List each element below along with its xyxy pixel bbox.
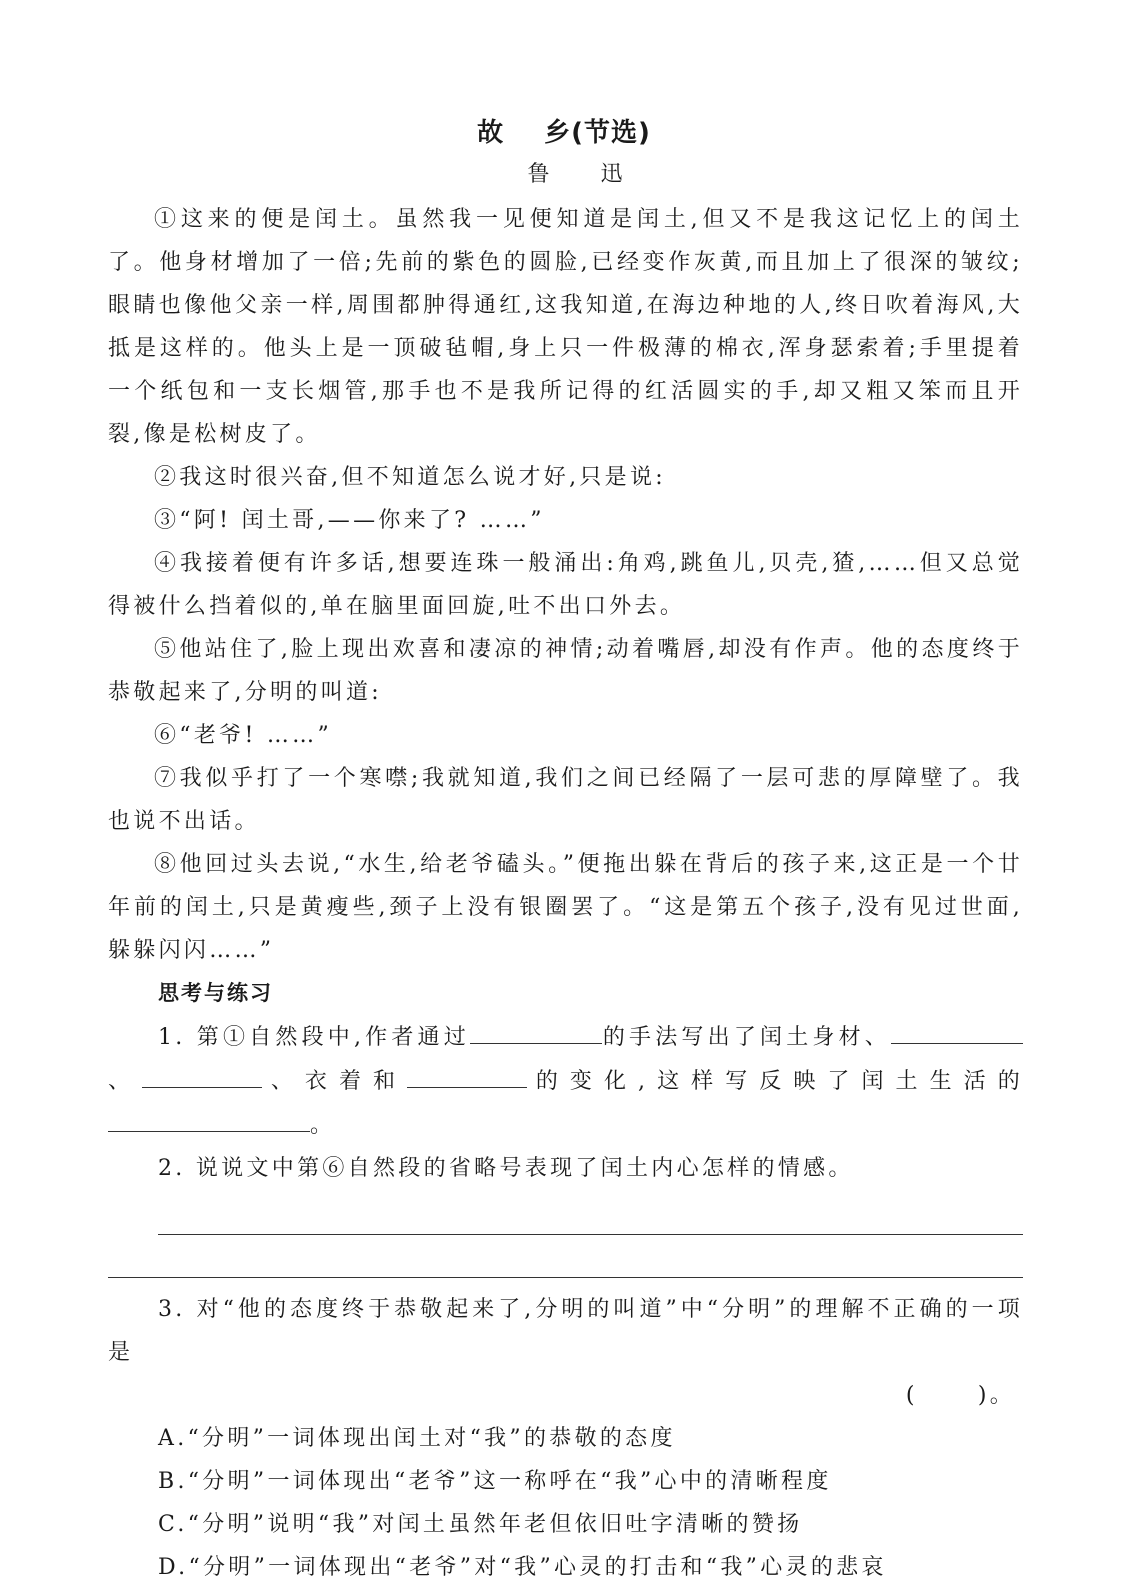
q1-blank-appearance-2[interactable] <box>142 1059 262 1088</box>
option-d: D.“分明”一词体现出“老爷”对“我”心灵的打击和“我”心灵的悲哀 <box>158 1555 887 1580</box>
q1-text-1: 1. 第①自然段中,作者通过 <box>158 1025 470 1050</box>
q1-blank-technique[interactable] <box>470 1015 602 1044</box>
bracket-close: )。 <box>977 1383 1015 1408</box>
q2-answer-area <box>108 1190 1023 1280</box>
author-name: 鲁 迅 <box>527 162 645 187</box>
option-a: A.“分明”一词体现出闰土对“我”的恭敬的态度 <box>158 1426 676 1451</box>
paragraph-6: ⑥“老爷! ……” <box>154 723 333 748</box>
paragraph-5: ⑤他站住了,脸上现出欢喜和凄凉的神情;动着嘴唇,却没有作声。他的态度终于恭敬起来了,分明的叫道: <box>108 637 1023 705</box>
paragraph-2: ②我这时很兴奋,但不知道怎么说才好,只是说: <box>154 465 666 490</box>
q1-text-6: 。 <box>310 1113 336 1138</box>
paragraph-7: ⑦我似乎打了一个寒噤;我就知道,我们之间已经隔了一层可悲的厚障壁了。我也说不出话。 <box>108 766 1023 834</box>
paragraph-3: ③“阿! 闰土哥,——你来了? ……” <box>154 508 545 533</box>
passage <box>108 198 1023 1589</box>
answer-line[interactable] <box>158 1234 1023 1235</box>
q3-answer-bracket[interactable] <box>108 1374 1023 1417</box>
exercises-heading: 思考与练习 <box>158 981 273 1005</box>
answer-line[interactable] <box>108 1277 1023 1278</box>
q1-blank-life[interactable] <box>108 1103 310 1132</box>
title-char: 故 <box>477 118 505 148</box>
option-b: B.“分明”一词体现出“老爷”这一称呼在“我”心中的清晰程度 <box>158 1469 832 1494</box>
question-3: 3. 对“他的态度终于恭敬起来了,分明的叫道”中“分明”的理解不正确的一项是 <box>108 1297 1023 1365</box>
option-c: C.“分明”说明“我”对闰土虽然年老但依旧吐字清晰的赞扬 <box>158 1512 803 1537</box>
question-2: 2. 说说文中第⑥自然段的省略号表现了闰土内心怎样的情感。 <box>158 1156 854 1181</box>
q1-text-4: 、衣着和 <box>262 1069 408 1094</box>
page-title <box>0 112 1128 149</box>
q1-blank-appearance-3[interactable] <box>407 1059 527 1088</box>
paragraph-1: ①这来的便是闰土。虽然我一见便知道是闰土,但又不是我这记忆上的闰土了。他身材增加了一倍;先前的紫色的圆脸,已经变作灰黄,而且加上了很深的皱纹;眼睛也像他父亲一样,周围都肿得通红,这我知道,在海边种地的人,终日吹着海风,大抵是这样的。他头上是一顶破毡帽,身上只一件极薄的棉衣,浑身瑟索着;手里提着一个纸包和一支长烟管,那手也不是我所记得的红活圆实的手,却又粗又笨而且开裂,像是松树皮了。 <box>108 207 1023 447</box>
title-rest: 乡(节选) <box>544 118 651 148</box>
paragraph-4: ④我接着便有许多话,想要连珠一般涌出:角鸡,跳鱼儿,贝壳,猹,……但又总觉得被什么挡着似的,单在脑里面回旋,吐不出口外去。 <box>108 551 1023 619</box>
q1-text-5: 的变化,这样写反映了闰土生活的 <box>527 1069 1023 1094</box>
bracket-open: ( <box>905 1383 918 1408</box>
question-1 <box>108 1015 1023 1147</box>
q1-text-3: 、 <box>108 1069 143 1094</box>
q1-text-2: 的手法写出了闰土身材、 <box>601 1025 891 1050</box>
q1-blank-appearance-1[interactable] <box>891 1015 1023 1044</box>
paragraph-8: ⑧他回过头去说,“水生,给老爷磕头。”便拖出躲在背后的孩子来,这正是一个廿年前的闰土,只是黄瘦些,颈子上没有银圈罢了。“这是第五个孩子,没有见过世面,躲躲闪闪……” <box>108 852 1023 963</box>
